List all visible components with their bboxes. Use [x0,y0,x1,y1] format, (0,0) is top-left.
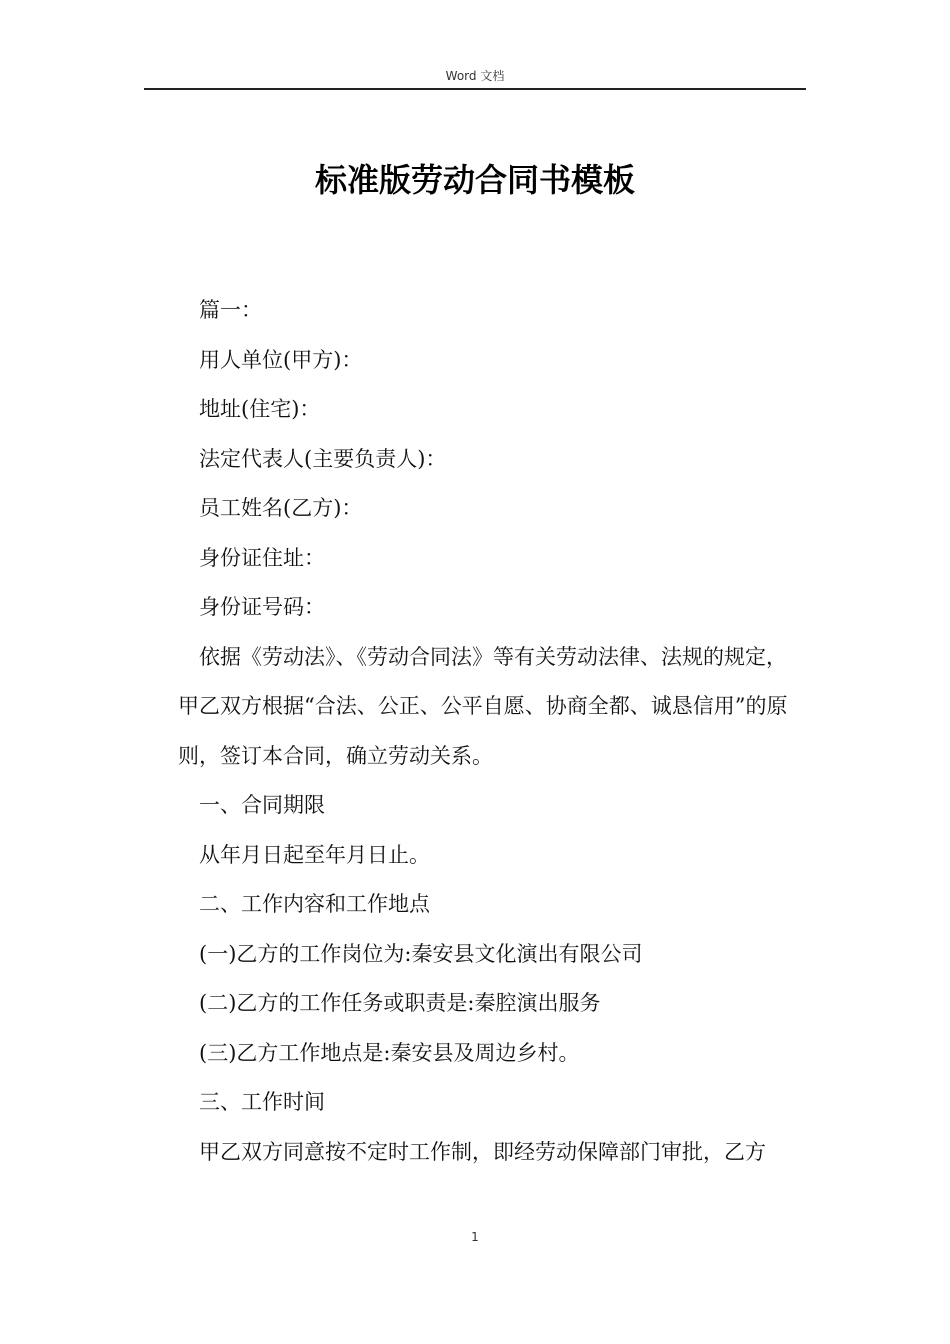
paragraph: 法定代表人(主要负责人)： [199,446,447,471]
paragraph: 从年月日起至年月日止。 [199,842,430,867]
paragraph: 地址(住宅)： [199,397,321,421]
document-title: 标准版劳动合同书模板 [314,161,635,199]
document-body [178,286,804,1177]
paragraph: 甲乙双方同意按不定时工作制，即经劳动保障部门审批，乙方 [199,1139,766,1164]
paragraph: 身份证号码： [199,595,325,619]
paragraph: 身份证住址： [199,545,325,570]
paragraph: (一)乙方的工作岗位为:秦安县文化演出有限公司 [199,941,643,966]
page-number: 1 [471,1230,479,1244]
paragraph: 二、工作内容和工作地点 [199,892,430,916]
header-text: Word 文档 [445,69,505,83]
paragraph: 三、工作时间 [199,1090,325,1114]
paragraph: (三)乙方工作地点是:秦安县及周边乡村。 [199,1040,580,1065]
paragraph: 篇一： [199,298,262,322]
page-header [144,66,806,90]
paragraph: 一、合同期限 [199,793,325,817]
paragraph: (二)乙方的工作任务或职责是:秦腔演出服务 [199,991,601,1015]
paragraph: 依据《劳动法》、《劳动合同法》等有关劳动法律、法规的规定，甲乙双方根据“合法、公正、公平自愿、协商全都、诚恳信用”的原则，签订本合同，确立劳动关系。 [178,644,788,768]
paragraph: 用人单位(甲方)： [199,347,363,372]
paragraph: 员工姓名(乙方)： [199,496,363,520]
